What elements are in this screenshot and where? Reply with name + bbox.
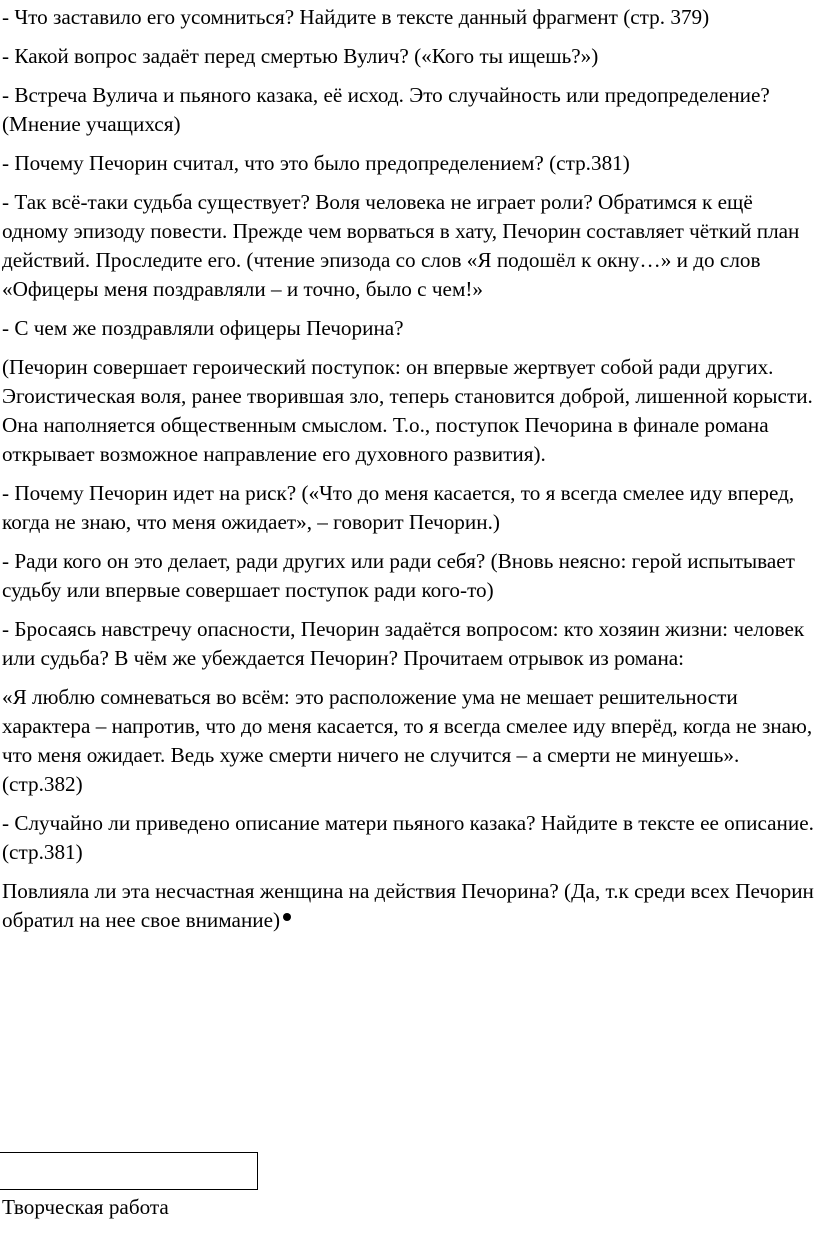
paragraph-4: - Почему Печорин считал, что это было предопределением? (стр.381) (2, 151, 630, 175)
paragraph-12: - Случайно ли приведено описание матери пьяного казака? Найдите в тексте ее описание. (стр.381) (2, 811, 814, 864)
caption-creative-work: Творческая работа (2, 1195, 169, 1219)
bullet-dot-icon (283, 913, 291, 921)
paragraph-9: - Ради кого он это делает, ради других или ради себя? (Вновь неясно: герой испытывает судьбу или впервые совершает поступок ради кого-то) (2, 549, 795, 602)
paragraph-10: - Бросаясь навстречу опасности, Печорин задаётся вопросом: кто хозяин жизни: человек или судьба? В чём же убеждается Печорин? Прочитаем отрывок из романа: (2, 617, 805, 670)
paragraph-7: (Печорин совершает героический поступок: он впервые жертвует собой ради других. Эгоистическая воля, ранее творившая зло, теперь становится доброй, лишенной корысти. Она наполняется общественным смыслом. Т.о., поступок Печорина в финале романа открывает возможное направление его духовного развития). (2, 355, 813, 466)
empty-text-box (0, 1152, 258, 1190)
paragraph-13 (2, 877, 814, 935)
paragraph-5: - Так всё-таки судьба существует? Воля человека не играет роли? Обратимся к ещё одному эпизоду повести. Прежде чем ворваться в хату, Печорин составляет чёткий план действий. Проследите его. (чтение эпизода со слов «Я подошёл к окну…» и до слов «Офицеры меня поздравляли – и точно, было с чем!» (2, 190, 800, 301)
paragraph-6: - С чем же поздравляли офицеры Печорина? (2, 316, 404, 340)
paragraph-8: - Почему Печорин идет на риск? («Что до меня касается, то я всегда смелее иду вперед, когда не знаю, что меня ожидает», – говорит Печорин.) (2, 481, 795, 534)
paragraph-1: - Что заставило его усомниться? Найдите в тексте данный фрагмент (стр. 379) (2, 5, 710, 29)
paragraph-3: - Встреча Вулича и пьяного казака, её исход. Это случайность или предопределение? (Мнение учащихся) (2, 83, 770, 136)
paragraph-2: - Какой вопрос задаёт перед смертью Вулич? («Кого ты ищешь?») (2, 44, 599, 68)
paragraph-13-text: Повлияла ли эта несчастная женщина на действия Печорина? (Да, т.к среди всех Печорин обратил на нее свое внимание) (2, 879, 814, 932)
paragraph-11: «Я люблю сомневаться во всём: это расположение ума не мешает решительности характера – напротив, что до меня касается, то я всегда смелее иду вперёд, когда не знаю, что меня ожидает. Ведь хуже смерти ничего не случится – а смерти не минуешь». (стр.382) (2, 685, 813, 796)
